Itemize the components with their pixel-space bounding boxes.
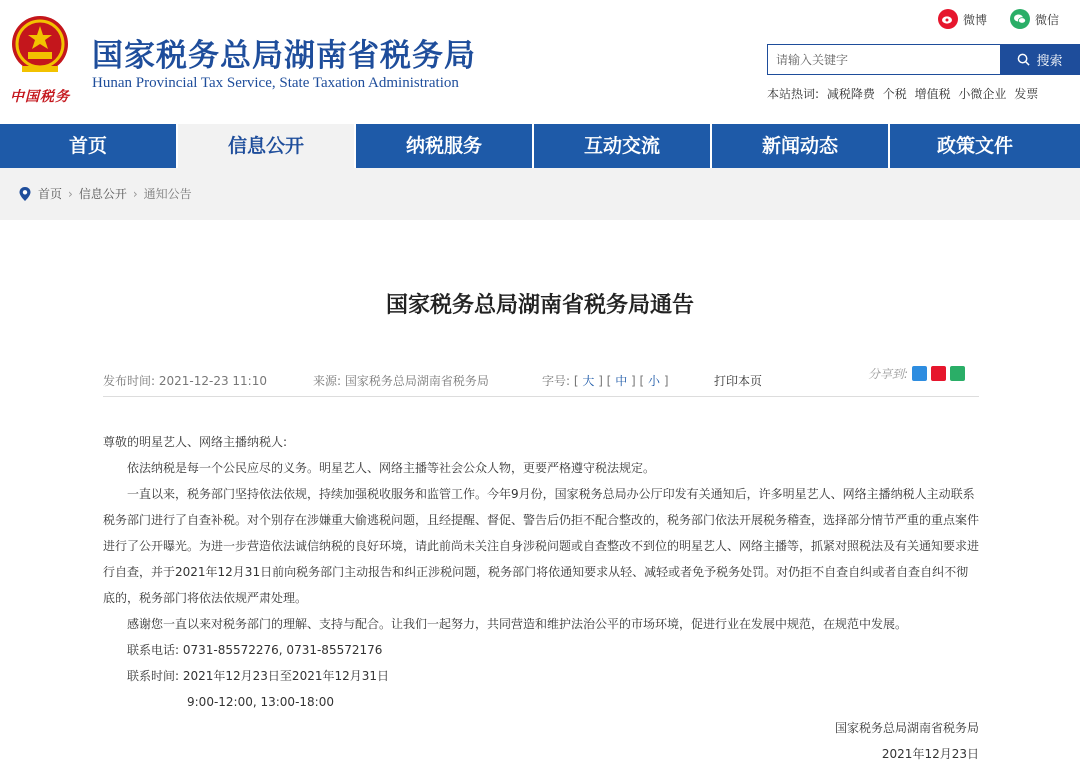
nav-item-info-disclosure[interactable]: 信息公开 [178,124,356,168]
breadcrumb-home[interactable]: 首页 [38,187,63,201]
paragraph: 一直以来，税务部门坚持依法依规，持续加强税收服务和监管工作。今年9月份，国家税务总局办公厅印发有关通知后，许多明星艺人、网络主播纳税人主动联系税务部门进行了自查补税。对个别存在涉嫌重大偷逃税问题，且经提醒、督促、警告后仍拒不配合整改的，税务部门依法开展税务稽查，选择部分情节严重的重点案件进行了公开曝光。为进一步营造依法诚信纳税的良好环境，请此前尚未关注自身涉税问题或自查整改不到位的明星艺人、网络主播等，抓紧对照税法及有关通知要求进行自查，并于2021年12月31日前向税务部门主动报告和纠正涉税问题，税务部门将依通知要求从轻、减轻或者免予税务处罚。对仍拒不自查自纠或者自查自纠不彻底的，税务部门将依法依规严肃处理。 [103,487,980,605]
weibo-share-icon[interactable] [931,366,946,381]
nav-item-news[interactable]: 新闻动态 [712,124,890,168]
hot-words [767,85,1042,102]
paragraph: 依法纳税是每一个公民应尽的义务。明星艺人、网络主播等社会公众人物，更要严格遵守税法规定。 [127,461,656,475]
site-header [0,0,1080,124]
hot-words-label: 本站热词: [767,87,820,101]
hot-word[interactable]: 小微企业 [958,87,1007,101]
article-source: 来源: 国家税务总局湖南省税务局 [313,374,489,388]
font-size-large[interactable]: 大 [582,374,595,388]
wechat-link[interactable] [1010,9,1059,29]
publish-date: 发布时间: 2021-12-23 11:10 [103,374,267,388]
font-size-control: 字号: [ 大 ] [ 中 ] [ 小 ] [542,374,669,388]
print-link[interactable]: 打印本页 [714,374,763,388]
meta-divider [103,396,979,397]
contact-time: 联系时间: 2021年12月23日至2021年12月31日 [127,669,390,683]
search-button-label: 搜索 [1036,53,1063,68]
hot-word[interactable]: 增值税 [914,87,951,101]
article-body [103,429,979,767]
nav-item-policy[interactable]: 政策文件 [936,135,1013,157]
weibo-icon [938,9,958,29]
hot-word[interactable]: 减税降费 [826,87,875,101]
chevron-right-icon: › [68,186,73,201]
nav-item-interaction[interactable]: 互动交流 [534,124,712,168]
weibo-link[interactable] [938,9,987,29]
contact-hours: 9:00-12:00, 13:00-18:00 [187,695,334,709]
article-panel [0,220,1080,780]
search-input[interactable] [767,44,1000,75]
wechat-share-icon[interactable] [950,366,965,381]
share-bar [868,365,965,382]
signature: 国家税务总局湖南省税务局 [834,721,979,735]
qzone-share-icon[interactable] [912,366,927,381]
weibo-label: 微博 [963,12,988,27]
hot-word[interactable]: 发票 [1014,87,1039,101]
sign-date: 2021年12月23日 [881,747,979,761]
greeting: 尊敬的明星艺人、网络主播纳税人: [103,435,288,449]
search-icon [1017,53,1030,66]
emblem-text: 中国税务 [10,89,70,105]
font-size-label: 字号: [542,374,574,388]
main-nav [0,124,1080,168]
nav-item-tax-service[interactable]: 纳税服务 [356,124,534,168]
breadcrumb [18,185,192,202]
nav-item-home[interactable]: 首页 [0,124,178,168]
national-emblem-icon [8,14,72,78]
chevron-right-icon: › [132,186,138,201]
wechat-label: 微信 [1035,12,1060,27]
contact-phone: 联系电话: 0731-85572276, 0731-85572176 [127,643,383,657]
site-subtitle: Hunan Provincial Tax Service, State Taxation Administration [92,75,459,91]
article-title: 国家税务总局湖南省税务局通告 [385,293,694,318]
hot-word[interactable]: 个税 [882,87,907,101]
breadcrumb-info[interactable]: 信息公开 [78,187,127,201]
wechat-icon [1010,9,1030,29]
breadcrumb-current[interactable]: 通知公告 [143,187,192,201]
font-size-small[interactable]: 小 [648,374,661,388]
site-title[interactable]: 国家税务总局湖南省税务局 [92,38,476,74]
location-pin-icon [18,186,32,202]
search-button[interactable] [1000,44,1080,75]
font-size-medium[interactable]: 中 [615,374,628,388]
paragraph: 感谢您一直以来对税务部门的理解、支持与配合。让我们一起努力，共同营造和维护法治公平的市场环境，促进行业在发展中规范，在规范中发展。 [127,617,908,631]
share-label: 分享到: [868,367,909,381]
